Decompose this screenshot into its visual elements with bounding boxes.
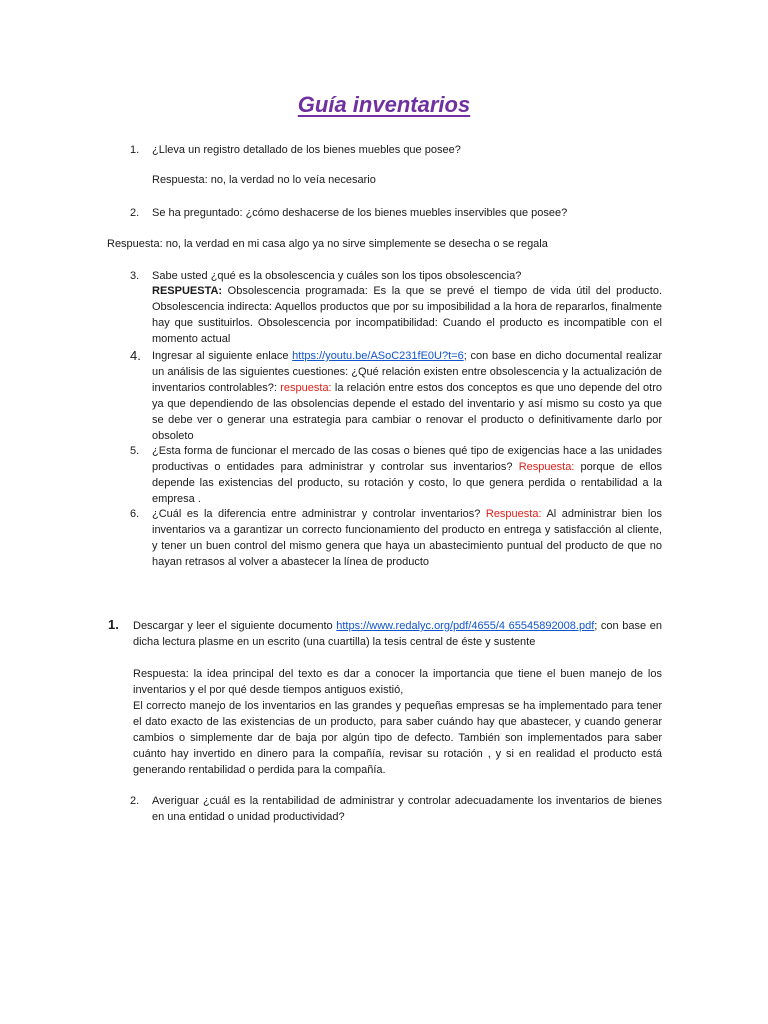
item-number: 2. bbox=[130, 207, 140, 219]
question-text-continued: ; con base en dicho documental realizar un análisis de las siguientes cuestiones: ¿Qué relación existen entre obsolescencia y la actualización de inventarios controlables?: bbox=[152, 350, 663, 394]
item-number: 6. bbox=[130, 508, 140, 520]
item-number: 1. bbox=[108, 617, 119, 632]
answer-label: respuesta: bbox=[280, 382, 332, 394]
question-3: Sabe usted ¿qué es la obsolescencia y cuáles son los tipos obsolescencia? bbox=[152, 270, 522, 282]
task-1 bbox=[133, 618, 662, 650]
question-text: ¿Cuál es la diferencia entre administrar y controlar inventarios? bbox=[152, 508, 481, 520]
answer-3 bbox=[152, 283, 662, 347]
task-text-continued: ; con base en dicha lectura plasme en un escrito (una cuartilla) la tesis central de éste y sustente bbox=[133, 620, 662, 648]
answer-text: la relación entre estos dos conceptos es que uno depende del otro ya que dependiendo de las obsolencias depende el estado del inventario y así mismo su costo ya que se debe ver o generar una estrategia para cambiar o renovar el producto o definitivamente darlo por obsoleto bbox=[152, 382, 663, 442]
question-text: Ingresar al siguiente enlace bbox=[152, 350, 289, 362]
item-number: 3. bbox=[130, 270, 140, 282]
answer-text: Obsolescencia programada: Es la que se prevé el tiempo de vida útil del producto. Obsolescencia indirecta: Aquellos productos que por su imposibilidad a la hora de repararlos, finalmente hay que sustituirlos. Obsolescencia por incompatibilidad: Cuando el producto es incompatible con el momento actual bbox=[152, 285, 663, 345]
item-number: 2. bbox=[130, 795, 140, 807]
task-2: Averiguar ¿cuál es la rentabilidad de administrar y controlar adecuadamente los inventarios de bienes en una entidad o unidad productividad? bbox=[152, 795, 662, 823]
answer-2: Respuesta: no, la verdad en mi casa algo ya no sirve simplemente se desecha o se regala bbox=[107, 238, 548, 250]
question-text: ¿Esta forma de funcionar el mercado de las cosas o bienes qué tipo de exigencias hace a las unidades productivas o entidades para administrar y controlar sus inventarios? bbox=[152, 445, 662, 473]
task-1-answer bbox=[133, 666, 662, 778]
answer-paragraph: El correcto manejo de los inventarios en las grandes y pequeñas empresas se ha implementado para tener el dato exacto de las existencias de un producto, para saber cuándo hay que abastecer, y cuando generar cambios o simplemente dar de baja por algún tipo de defecto. También son implementados para saber cuánto hay invertido en dinero para la compañía, revisar su rotación , y si en realidad el producto está generando rentabilidad o perdida para la compañía. bbox=[133, 700, 662, 776]
task-text: Descargar y leer el siguiente documento bbox=[133, 620, 333, 632]
redalyc-link[interactable]: https://www.redalyc.org/pdf/4655/4 65545892008.pdf bbox=[336, 620, 595, 632]
question-5 bbox=[152, 443, 662, 507]
answer-label: Respuesta: bbox=[485, 508, 542, 520]
answer-label: RESPUESTA: bbox=[152, 285, 223, 297]
question-1: ¿Lleva un registro detallado de los bienes muebles que posee? bbox=[152, 144, 461, 156]
item-number: 4. bbox=[130, 348, 141, 363]
answer-text: Al administrar bien los inventarios va a garantizar un correcto funcionamiento del producto en entrega y satisfacción al cliente, y tener un buen control del mismo genera que haya un abastecimiento puntual del producto de que no hayan retrasos al volver a abastecer la línea de producto bbox=[152, 508, 662, 568]
item-number: 5. bbox=[130, 445, 140, 457]
question-2: Se ha preguntado: ¿cómo deshacerse de los bienes muebles inservibles que posee? bbox=[152, 207, 568, 219]
answer-text: porque de ellos depende las existencias del producto, su rotación y costo, lo que genera perdida o rentabilidad a la empresa . bbox=[152, 461, 662, 505]
question-4 bbox=[152, 348, 662, 444]
page-title: Guía inventarios bbox=[297, 92, 471, 117]
question-6 bbox=[152, 506, 662, 570]
answer-label: Respuesta: bbox=[518, 461, 575, 473]
item-number: 1. bbox=[130, 144, 140, 156]
youtube-link[interactable]: https://youtu.be/ASoC231fE0U?t=6 bbox=[292, 350, 464, 362]
answer-paragraph: Respuesta: la idea principal del texto es dar a conocer la importancia que tiene el buen manejo de los inventarios y el por qué desde tiempos antiguos existió, bbox=[133, 668, 662, 696]
answer-1: Respuesta: no, la verdad no lo veía necesario bbox=[152, 174, 376, 186]
